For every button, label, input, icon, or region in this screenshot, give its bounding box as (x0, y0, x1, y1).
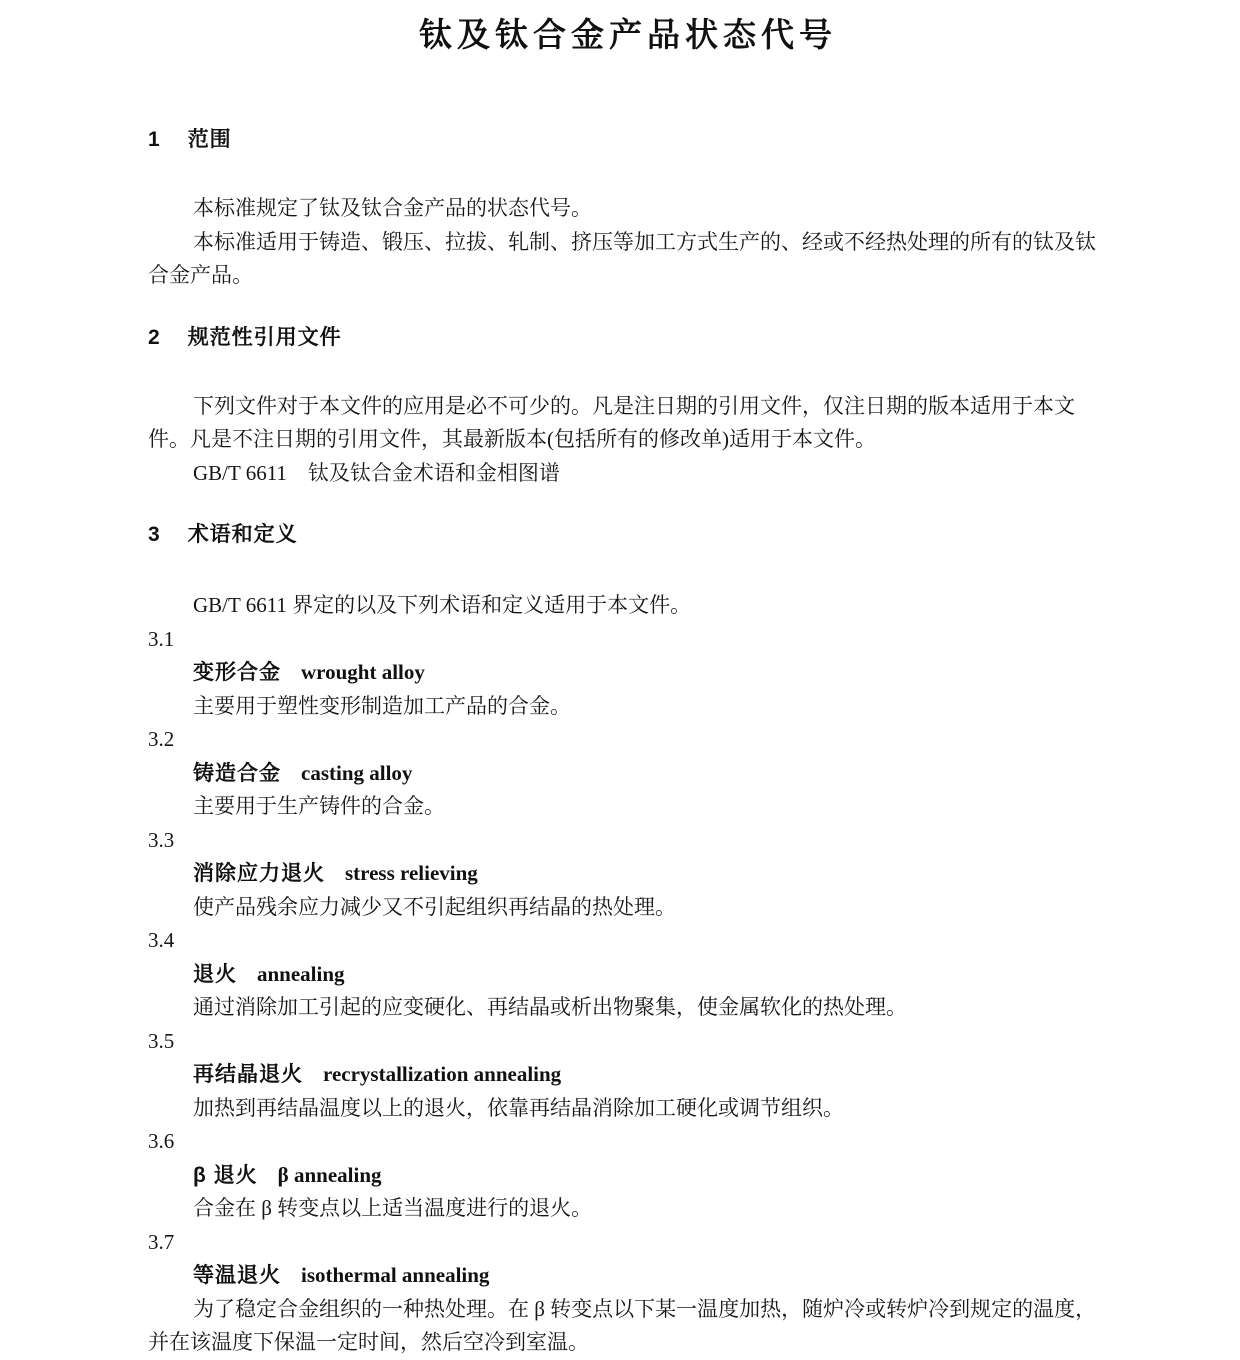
section-1-paragraph-2: 本标准适用于铸造、锻压、拉拔、轧制、挤压等加工方式生产的、经或不经热处理的所有的钛及钛合金产品。 (148, 229, 1096, 287)
term-name-zh: 退火 (193, 962, 237, 986)
term-name-zh: 变形合金 (193, 661, 281, 684)
section-2-number: 2 (148, 325, 161, 349)
term-name-en: β annealing (277, 1162, 382, 1187)
term-name-en: stress relieving (345, 861, 478, 885)
term-definition: 加热到再结晶温度以上的退火，依靠再结晶消除加工硬化或调节组织。 (193, 1095, 844, 1120)
document-title: 钛及钛合金产品状态代号 (419, 16, 837, 53)
term-entry (148, 924, 1108, 1025)
term-entry (148, 1226, 1108, 1360)
term-name-zh: 铸造合金 (193, 761, 281, 785)
term-entry (148, 623, 1108, 724)
section-3-intro: GB/T 6611 界定的以及下列术语和定义适用于本文件。 (193, 593, 692, 617)
term-definition: 主要用于塑性变形制造加工产品的合金。 (193, 693, 571, 718)
term-definition: 合金在 β 转变点以上适当温度进行的退火。 (193, 1196, 593, 1220)
term-name-en: annealing (257, 961, 345, 986)
term-heading (193, 1259, 1108, 1293)
term-name-zh: 消除应力退火 (193, 862, 325, 885)
section-2-paragraph-1: 下列文件对于本文件的应用是必不可少的。凡是注日期的引用文件，仅注日期的版本适用于本文件。凡是不注日期的引用文件，其最新版本(包括所有的修改单)适用于本文件。 (148, 393, 1075, 451)
term-definition: 使产品残余应力减少又不引起组织再结晶的热处理。 (193, 894, 676, 919)
section-2-heading (148, 326, 1108, 350)
section-1-heading (148, 128, 1108, 152)
term-number: 3.5 (148, 1028, 175, 1053)
term-entry (148, 723, 1108, 824)
term-definition: 主要用于生产铸件的合金。 (193, 794, 445, 818)
term-heading (193, 1159, 1108, 1193)
term-number: 3.6 (148, 1129, 175, 1153)
term-heading (193, 958, 1108, 992)
term-entry (148, 1125, 1108, 1226)
section-1-title: 范围 (187, 128, 232, 151)
term-heading (193, 757, 1108, 791)
section-2-title: 规范性引用文件 (187, 325, 342, 349)
term-number: 3.2 (148, 727, 175, 751)
term-number: 3.3 (148, 827, 175, 852)
section-3-title: 术语和定义 (187, 523, 298, 546)
term-name-zh: 等温退火 (193, 1264, 281, 1287)
section-1-number: 1 (148, 128, 161, 151)
term-definition: 通过消除加工引起的应变硬化、再结晶或析出物聚集，使金属软化的热处理。 (193, 995, 907, 1019)
term-entry (148, 824, 1108, 925)
section-3-number: 3 (148, 523, 161, 546)
term-number: 3.7 (148, 1229, 175, 1254)
section-3-heading (148, 523, 1108, 547)
section-2-reference-entry: GB/T 6611 钛及钛合金术语和金相图谱 (193, 460, 560, 485)
term-number: 3.1 (148, 626, 175, 651)
term-name-zh: 再结晶退火 (193, 1063, 303, 1086)
term-heading (193, 857, 1108, 891)
term-number: 3.4 (148, 928, 175, 952)
term-name-zh: β 退火 (193, 1163, 258, 1187)
term-name-en: casting alloy (301, 760, 413, 785)
term-name-en: wrought alloy (301, 660, 425, 684)
term-entry (148, 1025, 1108, 1126)
term-name-en: isothermal annealing (301, 1263, 490, 1287)
term-heading (193, 656, 1108, 690)
term-name-en: recrystallization annealing (323, 1062, 562, 1086)
term-definition: 为了稳定合金组织的一种热处理。在 β 转变点以下某一温度加热，随炉冷或转炉冷到规定的温度，并在该温度下保温一定时间，然后空冷到室温。 (148, 1296, 1097, 1354)
section-1-paragraph-1: 本标准规定了钛及钛合金产品的状态代号。 (193, 196, 592, 220)
term-heading (193, 1058, 1108, 1092)
